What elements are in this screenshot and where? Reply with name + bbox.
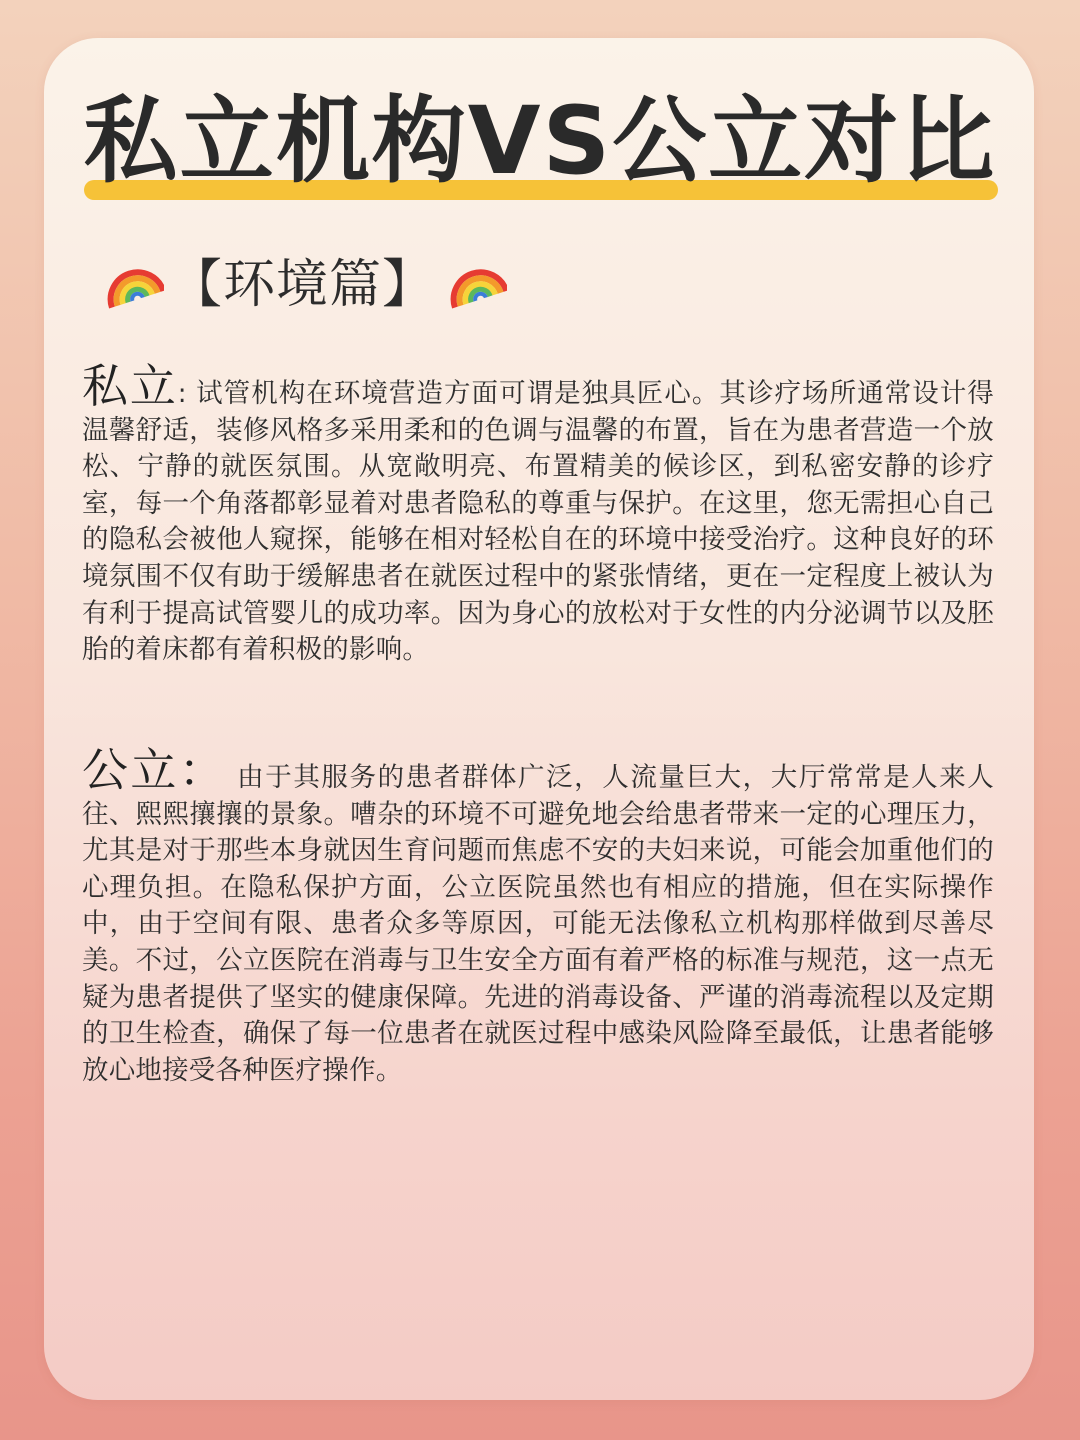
rainbow-icon	[102, 254, 164, 316]
public-heading: 公立	[82, 743, 179, 797]
private-heading: 私立	[82, 359, 178, 413]
rainbow-icon	[445, 254, 507, 316]
content-card	[44, 38, 1034, 1400]
subtitle-row	[102, 250, 507, 320]
private-section	[82, 359, 994, 669]
public-section	[82, 743, 995, 1089]
public-separator: ：	[178, 743, 228, 797]
page-title: 私立机构VS公立对比	[83, 87, 997, 196]
private-body: 试管机构在环境营造方面可谓是独具匠心。其诊疗场所通常设计得温馨舒适，装修风格多采用柔和的色调与温馨的布置，旨在为患者营造一个放松、宁静的就医氛围。从宽敞明亮、布置精美的候诊区，到私密安静的诊疗室，每一个角落都彰显着对患者隐私的尊重与保护。在这里，您无需担心自己的隐私会被他人窥探，能够在相对轻松自在的环境中接受治疗。这种良好的环境氛围不仅有助于缓解患者在就医过程中的紧张情绪，更在一定程度上被认为有利于提高试管婴儿的成功率。因为身心的放松对于女性的内分泌调节以及胚胎的着床都有着积极的影响。	[82, 378, 994, 666]
title-block	[0, 72, 1080, 212]
subtitle: 【环境篇】	[170, 255, 436, 315]
public-body: 由于其服务的患者群体广泛，人流量巨大，大厅常常是人来人往、熙熙攘攘的景象。嘈杂的环境不可避免地会给患者带来一定的心理压力，尤其是对于那些本身就因生育问题而焦虑不安的夫妇来说，可能会加重他们的心理负担。在隐私保护方面，公立医院虽然也有相应的措施，但在实际操作中，由于空间有限、患者众多等原因，可能无法像私立机构那样做到尽善尽美。不过，公立医院在消毒与卫生安全方面有着严格的标准与规范，这一点无疑为患者提供了坚实的健康保障。先进的消毒设备、严谨的消毒流程以及定期的卫生检查，确保了每一位患者在就医过程中感染风险降至最低，让患者能够放心地接受各种医疗操作。	[82, 762, 995, 1086]
private-separator: :	[177, 379, 187, 409]
